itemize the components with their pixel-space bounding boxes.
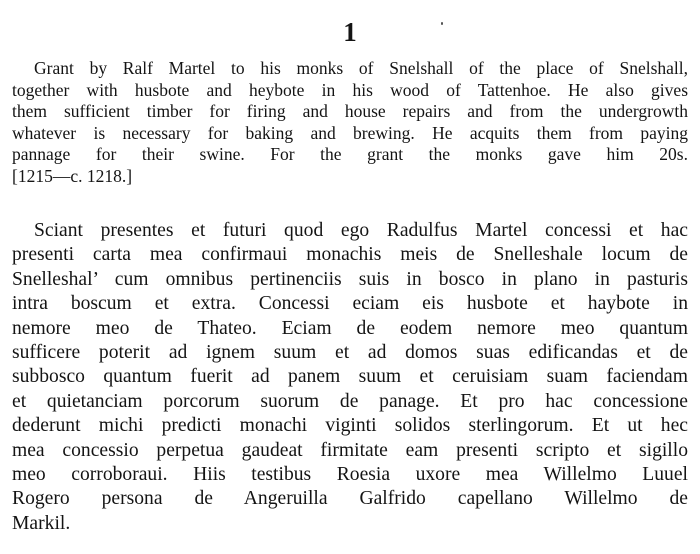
latin-line: Rogero persona de Angeruilla Galfrido capellano Willelmo de	[12, 488, 688, 510]
summary-date-line: [1215—c. 1218.]	[12, 165, 133, 186]
summary-line: pannage for their swine. For the grant the monks gave him 20s.	[12, 144, 688, 164]
print-speck	[441, 22, 443, 25]
latin-line: intra boscum et extra. Concessi eciam eis husbote et haybote in	[12, 293, 688, 315]
latin-line: nemore meo de Thateo. Eciam de eodem nemore meo quantum	[12, 317, 688, 339]
charter-number: 1	[343, 17, 357, 47]
summary-line: them sufficient timber for firing and house repairs and from the undergrowth	[12, 101, 688, 121]
latin-line: et quietanciam porcorum suorum de panage. Et pro hac concessione	[12, 390, 688, 412]
latin-line: meo corroboraui. Hiis testibus Roesia uxore mea Willelmo Luuel	[12, 464, 688, 486]
latin-line: dederunt michi predicti monachi viginti solidos sterlingorum. Et ut hec	[12, 415, 688, 437]
summary-line: Grant by Ralf Martel to his monks of Snelshall of the place of Snelshall,	[34, 58, 688, 78]
latin-line: sufficere poterit ad ignem suum et ad domos suas edificandas et de	[12, 342, 688, 364]
latin-charter-text	[12, 219, 688, 536]
latin-line: Sciant presentes et futuri quod ego Radulfus Martel concessi et hac	[34, 220, 688, 241]
latin-line: Markil.	[12, 512, 71, 534]
latin-line: presenti carta mea confirmaui monachis meis de Snelleshale locum de	[12, 244, 688, 266]
summary-line: together with husbote and heybote in his wood of Tattenhoe. He also gives	[12, 79, 688, 100]
latin-line: mea concessio perpetua gaudeat firmitate eam presenti scripto et sigillo	[12, 439, 688, 461]
english-summary	[12, 58, 688, 187]
summary-line: whatever is necessary for baking and brewing. He acquits them from paying	[12, 122, 688, 143]
latin-line: Snelleshal’ cum omnibus pertinenciis suis in bosco in plano in pasturis	[12, 268, 688, 290]
latin-line: subbosco quantum fuerit ad panem suum et ceruisiam suam faciendam	[12, 366, 688, 388]
